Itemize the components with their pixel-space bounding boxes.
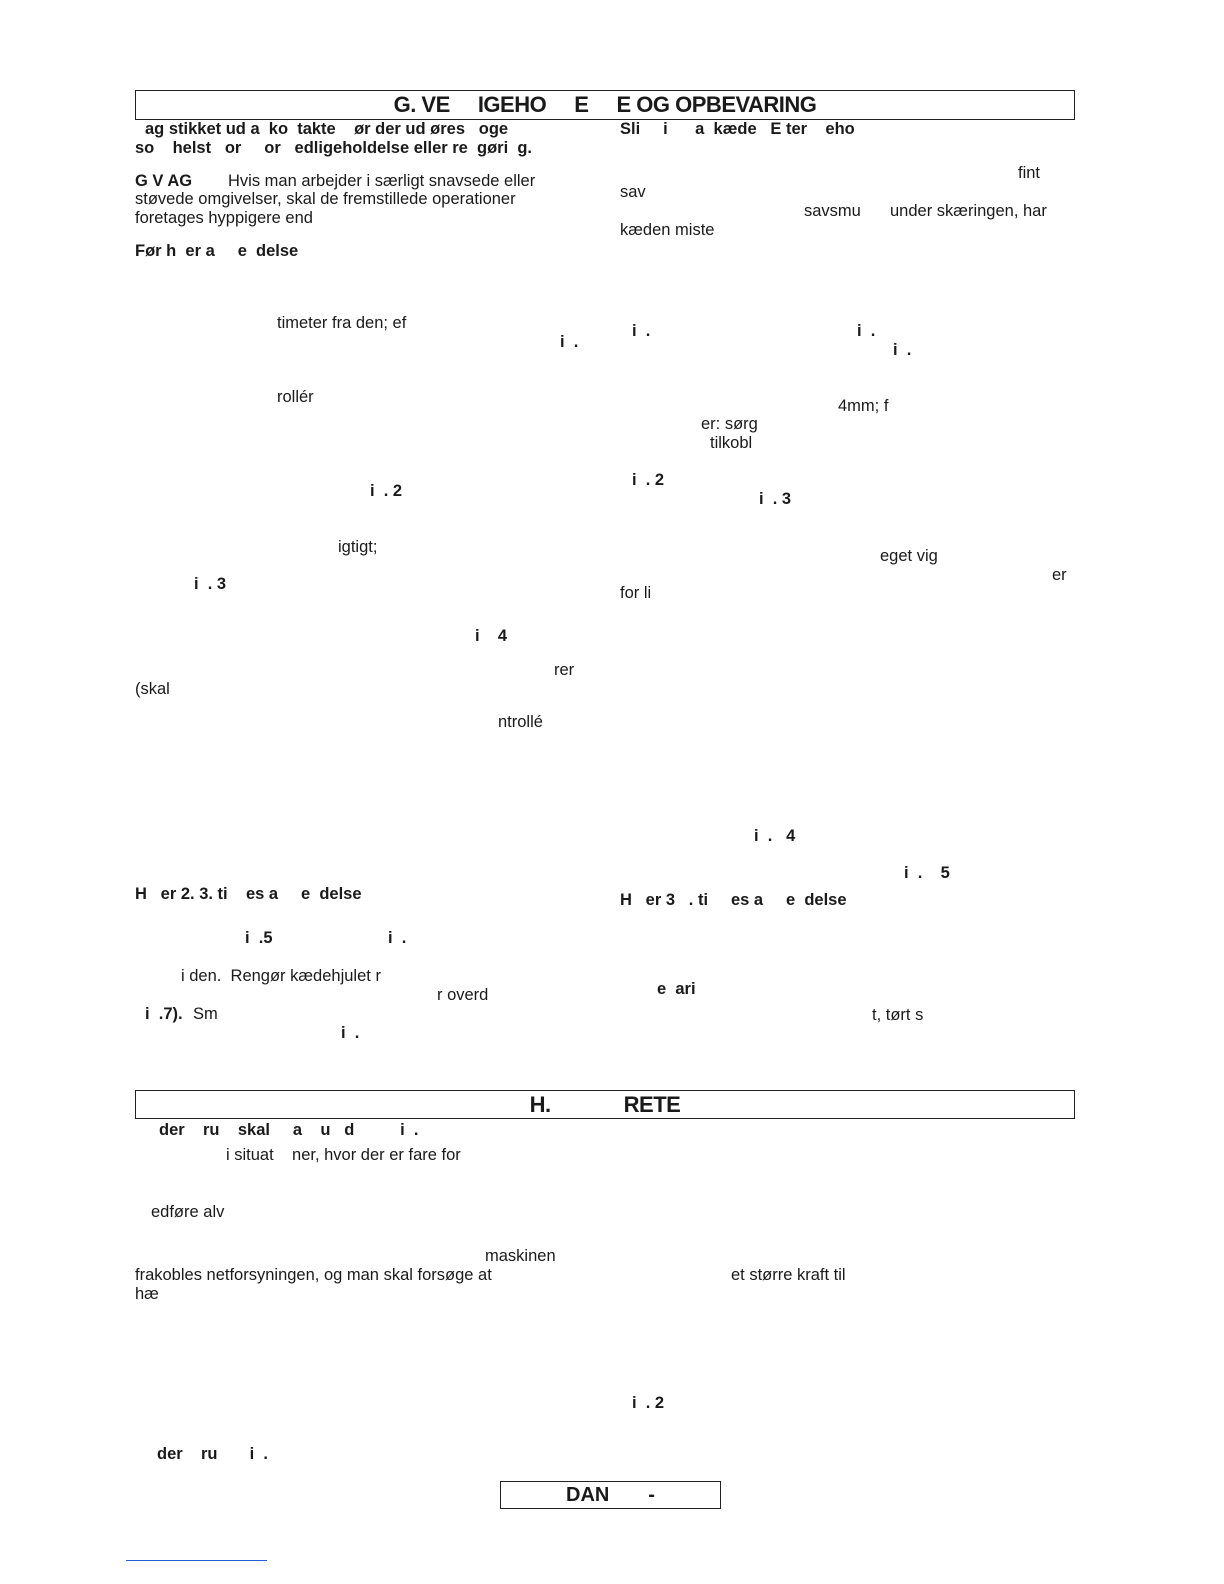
figure-ref: i . 3	[194, 575, 227, 593]
figure-ref: i . 2	[632, 471, 665, 489]
fragment: r overd	[437, 986, 489, 1004]
fragment: kæden miste	[620, 221, 715, 239]
fragment: edføre alv	[151, 1203, 225, 1221]
fragment: e ari	[657, 980, 696, 998]
fragment: 4mm; f	[838, 397, 889, 415]
fragment: et større kraft til	[731, 1266, 846, 1284]
figure-ref: i . 4	[754, 827, 796, 845]
fragment: eget vig	[880, 547, 938, 565]
figure-ref: i .5	[245, 929, 273, 947]
warning-line-2: støvede omgivelser, skal de fremstillede operationer	[135, 190, 516, 208]
figure-ref: i 4	[475, 627, 508, 645]
fragment: (skal	[135, 680, 170, 698]
fragment: tilkobl	[710, 434, 753, 452]
warning-label: G V AG	[135, 172, 193, 190]
subheading-chain-sharpening: Sli i a kæde E ter eho	[620, 120, 855, 138]
figure-ref: i .	[560, 333, 579, 351]
fragment: frakobles netforsyningen, og man skal forsøge at	[135, 1266, 492, 1284]
fragment: i situat ner, hvor der er fare for	[226, 1146, 461, 1164]
figure-ref: i .7).	[145, 1005, 183, 1023]
fragment: er	[1052, 566, 1067, 584]
intro-line-1: ag stikket ud a ko takte ør der ud øres oge	[145, 120, 509, 138]
figure-ref: i .	[388, 929, 407, 947]
figure-ref: i .	[341, 1024, 360, 1042]
figure-ref: i .	[632, 322, 651, 340]
section-h-title-box	[135, 1090, 1075, 1119]
fragment: ntrollé	[498, 713, 543, 731]
page-footer-box	[500, 1481, 721, 1509]
fragment: i den. Rengør kædehjulet r	[181, 967, 381, 985]
figure-ref: i . 2	[632, 1394, 665, 1412]
fragment: rer	[554, 661, 575, 679]
fragment: Sm	[193, 1005, 218, 1023]
section-g-title-box	[135, 90, 1075, 120]
subheading-every-2-3-hours: H er 2. 3. ti es a e delse	[135, 885, 362, 903]
fragment: rollér	[277, 388, 314, 406]
fragment: hæ	[135, 1285, 159, 1303]
fragment: t, tørt s	[872, 1006, 924, 1024]
figure-ref: i .	[857, 322, 876, 340]
subheading-section-h-2: der ru i .	[157, 1445, 268, 1463]
bottom-rule	[126, 1560, 267, 1561]
fragment: igtigt;	[338, 538, 378, 556]
warning-line-1: Hvis man arbejder i særligt snavsede eller	[228, 172, 536, 190]
fragment: under skæringen, har	[890, 202, 1047, 220]
subheading-before-work: Før h er a e delse	[135, 242, 299, 260]
warning-line-3: foretages hyppigere end	[135, 209, 313, 227]
intro-line-2: so helst or or edligeholdelse eller re gøri g.	[135, 139, 533, 157]
fragment: fint	[1018, 164, 1041, 182]
fragment: savsmu	[804, 202, 861, 220]
figure-ref: i . 2	[370, 482, 403, 500]
page-footer-label: DAN -	[566, 1483, 655, 1506]
fragment: sav	[620, 183, 646, 201]
figure-ref: i . 3	[759, 490, 792, 508]
fragment: for li	[620, 584, 652, 602]
subheading-every-3-hours: H er 3 . ti es a e delse	[620, 891, 847, 909]
figure-ref: i . 5	[904, 864, 950, 882]
figure-ref: i .	[893, 341, 912, 359]
fragment: timeter fra den; ef	[277, 314, 407, 332]
subheading-section-h: der ru skal a u d i .	[159, 1121, 419, 1139]
fragment: er: sørg	[701, 415, 758, 433]
section-h-title: H. RETE	[529, 1091, 681, 1117]
fragment: maskinen	[485, 1247, 556, 1265]
section-g-title: G. VE IGEHO E E OG OPBEVARING	[393, 92, 817, 117]
